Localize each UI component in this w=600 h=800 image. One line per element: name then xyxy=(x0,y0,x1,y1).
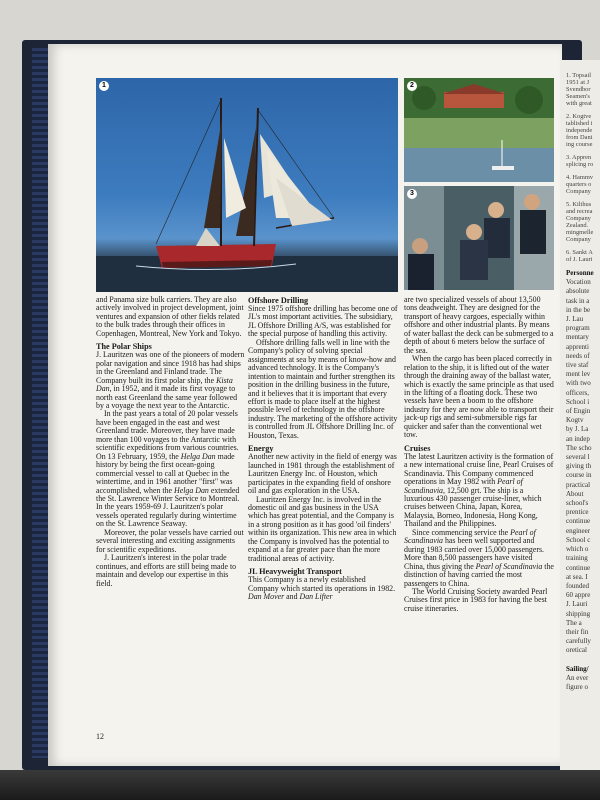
table-surface xyxy=(0,770,600,800)
facing-caption-line: splicing ro xyxy=(566,161,594,168)
facing-text-line: The a xyxy=(566,618,582,627)
text-column-3 xyxy=(404,296,554,613)
tall-ship-icon xyxy=(96,78,398,292)
facing-text-line: The scho xyxy=(566,443,592,452)
facing-caption-line: quarters o xyxy=(566,181,592,188)
paragraph: Moreover, the polar vessels have carried out several interesting and exciting assignments for scientific expeditions. xyxy=(96,527,244,554)
facing-text-line: Sailing/ xyxy=(566,664,589,673)
people-icon xyxy=(404,186,554,290)
paragraph: This Company is a newly established Company which started its operations in 1982. Dan Mover and Dan Lifter xyxy=(248,575,396,602)
facing-text-line: 60 appre xyxy=(566,591,591,600)
facing-text-line: J. Lauri xyxy=(566,600,588,609)
facing-text-line: training xyxy=(566,554,588,563)
paragraph: and Panama size bulk carriers. They are also actively involved in project development, joint ventures and expansion of other fields related to the bulk trades through their offices in Copenhagen, Montreal, New York and Tokyo. xyxy=(96,295,244,338)
facing-caption-line: 2. Kogtve xyxy=(566,113,592,120)
facing-text-line: giving th xyxy=(566,462,592,471)
facing-text-line: course in xyxy=(566,471,592,480)
facing-text-line: Kogtv xyxy=(566,416,584,425)
facing-caption-line: 3. Appren xyxy=(566,154,592,161)
paragraph: J. Lauritzen was one of the pioneers of modern polar navigation and since 1918 has had ships in the Greenland and Finland trade. The Company built its first polar ship, the Kista Dan, in 1952, and it made its first voyage to north east Greenland the same year followed by a voyage the next year to the Antarctic. xyxy=(96,350,245,410)
paragraph: Lauritzen Energy Inc. is involved in the domestic oil and gas business in the USA which has great potential, and the Company is in a strong position as it has good 'oil finders' within its organization. This new area in which the Company is involved has the potential to expand at a far greater pace than the more traditional areas of activity. xyxy=(248,494,397,563)
section-heading: Offshore Drilling xyxy=(248,296,309,305)
section-heading: JL Heavyweight Transport xyxy=(248,567,342,577)
facing-text-line: absolute xyxy=(566,287,590,296)
facing-text-line: tive staf xyxy=(566,361,589,370)
facing-text-line: program xyxy=(566,324,590,333)
facing-text-line: their fin xyxy=(566,627,589,636)
facing-text-line: in the be xyxy=(566,305,591,314)
facing-caption-line: Company xyxy=(566,188,591,195)
facing-text-line: mentary xyxy=(566,333,589,342)
facing-caption-line: Seamen's xyxy=(566,93,590,100)
facing-text-line: school's xyxy=(566,499,589,508)
facing-text-line: carefully xyxy=(566,637,591,646)
facing-text-line: School c xyxy=(566,535,591,544)
facing-text-line: continue xyxy=(566,517,591,526)
paragraph: The World Cruising Society awarded Pearl Cruises first price in 1983 for having the best cruise itineraries. xyxy=(404,586,548,613)
facing-text-line: Personne xyxy=(566,269,594,277)
facing-caption-line: mingmelle xyxy=(566,229,594,236)
facing-text-line: of Engin xyxy=(566,407,591,416)
section-heading: The Polar Ships xyxy=(96,342,152,352)
facing-caption-line: from Dani xyxy=(566,134,593,141)
facing-caption-line: Company xyxy=(566,236,591,243)
paragraph: Another new activity in the field of energy was launched in 1981 through the establishment of Lauritzen Energy Inc. of Houston, which participates in the expanding field of onshore oil and gas exploration in the USA. xyxy=(248,452,397,496)
facing-caption-line: of J. Lauri xyxy=(566,256,593,263)
facing-caption-line: 1951 at J xyxy=(566,79,590,86)
facing-page xyxy=(560,60,600,770)
facing-text-line: needs of xyxy=(566,351,590,360)
facing-caption-line: Company xyxy=(566,215,591,222)
facing-text-line: task in a xyxy=(566,296,590,305)
photo-number: 1 xyxy=(99,81,109,91)
facing-text-line xyxy=(566,656,600,664)
paragraph: When the cargo has been placed correctly in relation to the ship, it is lifted out of the water through the draining away of the ballast water, which is exactly the same principle as that used in the lifting of a floating dock. These two vessels have been a boom to the offshore industry for they are now able to transport their jack-up rigs and semi-submersible rigs far quicker and safer than the conventional wet tow. xyxy=(404,354,554,440)
text-column-1 xyxy=(96,296,246,588)
facing-text-line: officers, xyxy=(566,388,589,397)
facing-caption-line: 5. Kilthus xyxy=(566,201,592,208)
facing-text-line: an indep xyxy=(566,434,590,443)
facing-text-line: practical xyxy=(566,480,591,489)
text-column-2 xyxy=(248,296,398,602)
facing-text-line: engineer xyxy=(566,526,591,535)
paragraph: J. Lauritzen's interest in the polar trade continues, and efforts are still being made to maintain and develop our expertise in this field. xyxy=(96,553,237,588)
facing-text-line: ment lev xyxy=(566,370,591,379)
facing-text-line: An ever xyxy=(566,673,589,682)
facing-caption-line: with great xyxy=(566,100,592,107)
facing-text-line: with two xyxy=(566,379,591,388)
facing-text-line: About xyxy=(566,489,584,498)
facing-text-line: at sea. I xyxy=(566,572,588,581)
facing-text-line: continue xyxy=(566,563,591,572)
facing-caption-line: Zealand. xyxy=(566,222,589,229)
facing-caption-line: ing course xyxy=(566,141,593,148)
facing-caption-line: independe xyxy=(566,127,593,134)
paragraph: The latest Lauritzen activity is the formation of a new international cruise line, Pearl Cruises of Scandinavia. This Company commenced operations in May 1982 with Pearl of Scandinavia, 12,500 grt. The ship is a luxurious 430 passenger cruise-liner, which cruises between China, Japan, Korea, Malaysia, Borneo, Indonesia, Hong Kong, Thailand and the Philippines. xyxy=(404,451,554,529)
paragraph: In the past years a total of 20 polar vessels have been engaged in the east and west Greenland trade. Moreover, they have made more than 100 voyages to the Antarctic with scientific expeditions from various countries. On 13 February, 1959, the Helga Dan made history by being the first ocean-going commercial vessel to call at Quebec in the wintertime, and in 1961 another "first" was accomplished, when the Helga Dan extended the St. Lawrence Winter Service to Montreal. In the years 1959-69 J. Lauritzen's polar vessels operated regularly during wintertime on the St. Lawrence Seaway. xyxy=(96,409,240,529)
paragraph: Offshore drilling falls well in line with the Company's policy of solving special assignments at sea by means of know-how and advanced technology. It is the Company's intention to maintain and further strengthen its position in the drilling business in the future, and it believes that it is important that every effort is made to place itself at the highest possible level of technology in the offshore industry. The marketing of the offshore activity is controlled from JL Offshore Drilling Inc. of Houston, Texas. xyxy=(248,337,398,440)
photo-estate xyxy=(404,78,554,182)
paragraph: are two specialized vessels of about 13,500 tons deadweight. They are designed for the transport of heavy cargoes, especially within offshore and other industrial plants. By means of water ballast the deck can be submerged to a depth of about 6 meters below the surface of the sea. xyxy=(404,295,554,355)
photo-number: 3 xyxy=(407,189,417,199)
binder-spine xyxy=(32,48,48,758)
paragraph: Since 1975 offshore drilling has become one of JL's most important activities. The subsidiary, JL Offshore Drilling A/S, was established for the special purpose of handling this activity. xyxy=(248,304,398,339)
facing-caption-line: 6. Sankt A xyxy=(566,249,593,256)
photo-people xyxy=(404,186,554,290)
facing-caption-line: and recrea xyxy=(566,208,593,215)
facing-text-line: apprenti xyxy=(566,342,589,351)
facing-text-line: founded xyxy=(566,581,589,590)
facing-caption-line: 1. Topsail xyxy=(566,72,591,79)
page-number: 12 xyxy=(96,732,104,741)
section-heading: Energy xyxy=(248,444,274,454)
facing-page-text xyxy=(560,269,600,691)
photo-number: 2 xyxy=(407,81,417,91)
facing-text-line: which o xyxy=(566,545,589,554)
facing-page-captions xyxy=(560,60,600,263)
photo-tall-ship xyxy=(96,78,398,292)
facing-text-line: shipping xyxy=(566,609,591,618)
paragraph: Since commencing service the Pearl of Scandinavia has been well supported and during 1983 carried over 15,000 passengers. More than 8,500 passengers have visited China, thus giving the Pearl of Scandinavia the distinction of having carried the most passengers to China. xyxy=(404,527,554,588)
facing-text-line: figure o xyxy=(566,683,588,692)
facing-caption-line: 4. Hammv xyxy=(566,174,593,181)
section-heading: Cruises xyxy=(404,443,431,453)
facing-text-line: prentice xyxy=(566,508,589,517)
facing-caption-line: tablished i xyxy=(566,120,593,127)
facing-text-line: J. Lau xyxy=(566,315,584,324)
facing-text-line: by J. La xyxy=(566,425,589,434)
facing-text-line: Vocation xyxy=(566,278,591,287)
facing-caption-line: Svendbor xyxy=(566,86,591,93)
facing-text-line: oretical xyxy=(566,646,587,655)
estate-icon xyxy=(404,78,554,182)
facing-text-line: School i xyxy=(566,397,590,406)
facing-text-line: several l xyxy=(566,453,590,462)
